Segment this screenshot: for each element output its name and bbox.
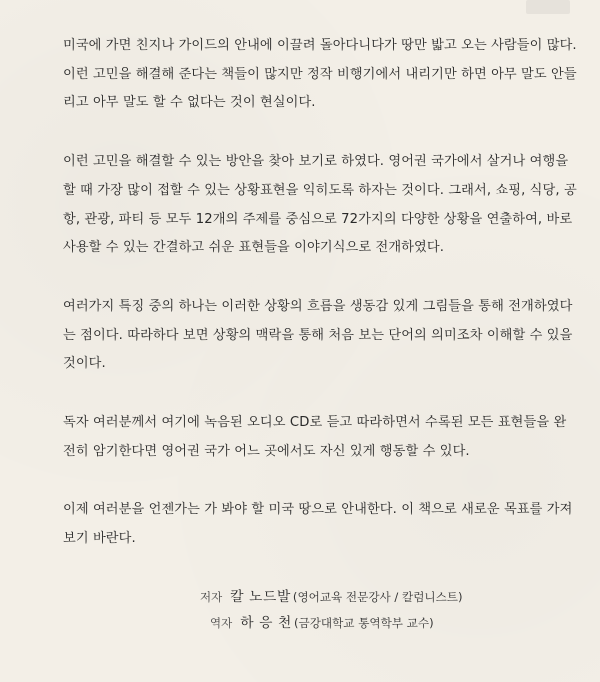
text-line: 사용할 수 있는 간결하고 쉬운 표현들을 이야기식으로 전개하였다. (63, 240, 444, 256)
translator-line (200, 610, 560, 636)
text-line: 전히 암기한다면 영어권 국가 어느 곳에서도 자신 있게 행동할 수 있다. (63, 443, 470, 459)
author-role: 저자 (200, 590, 223, 604)
translator-role: 역자 (210, 616, 233, 630)
text-line: 이제 여러분을 언젠가는 가 봐야 할 미국 땅으로 안내한다. 이 책으로 새로운 목표를 가져 (63, 502, 573, 518)
text-line: 이런 고민을 해결할 수 있는 방안을 찾아 보기로 하였다. 영어권 국가에서 살거나 여행을 (63, 154, 569, 170)
author-affiliation: (영어교육 전문강사 / 칼럼니스트) (292, 590, 463, 604)
author-name: 칼 노드발 (230, 589, 291, 605)
text-line: 항, 관광, 파티 등 모두 12개의 주제를 중심으로 72가지의 다양한 상황을 연출하여, 바로 (63, 211, 573, 227)
paragraph-2 (63, 148, 577, 263)
text-line: 이런 고민을 해결해 준다는 책들이 많지만 정작 비행기에서 내리기만 하면 아무 말도 안들 (63, 66, 577, 82)
signature-block (200, 584, 560, 636)
author-line (200, 584, 560, 610)
paragraph-1 (63, 32, 577, 118)
text-line: 할 때 가장 많이 접할 수 있는 상황표현을 익히도록 하자는 것이다. 그래서, 쇼핑, 식당, 공 (63, 182, 577, 198)
paragraph-3 (63, 293, 573, 379)
bleed-through-mark (526, 0, 570, 14)
text-line: 여러가지 특징 중의 하나는 이러한 상황의 흐름을 생동감 있게 그림들을 통해 전개하였다 (63, 298, 573, 314)
text-line: 는 점이다. 따라하다 보면 상황의 맥락을 통해 처음 보는 단어의 의미조차 이해할 수 있을 (63, 327, 573, 343)
text-line: 리고 아무 말도 할 수 없다는 것이 현실이다. (63, 95, 316, 111)
text-line: 독자 여러분께서 여기에 녹음된 오디오 CD로 듣고 따라하면서 수록된 모든 표현들을 완 (63, 415, 567, 431)
translator-affiliation: (금강대학교 통역학부 교수) (293, 616, 434, 630)
text-line: 보기 바란다. (63, 531, 136, 547)
text-line: 것이다. (63, 356, 106, 372)
text-line: 미국에 가면 친지나 가이드의 안내에 이끌려 돌아다니다가 땅만 밟고 오는 사람들이 많다. (63, 38, 577, 53)
paragraph-5 (63, 496, 573, 553)
paragraph-4 (63, 409, 567, 466)
translator-name: 하 응 천 (240, 615, 292, 631)
preface-body (63, 32, 577, 584)
